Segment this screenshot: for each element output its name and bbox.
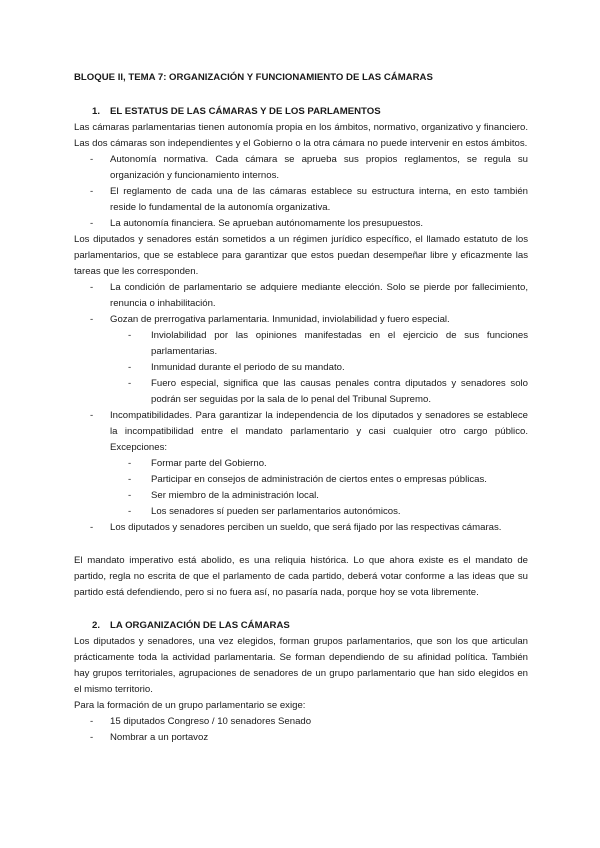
sub-list-item: - Inmunidad durante el periodo de su mandato. — [110, 360, 528, 376]
sub-list-item: - Participar en consejos de administración de ciertos entes o empresas públicas. — [110, 472, 528, 488]
mandate-paragraph: El mandato imperativo está abolido, es una reliquia histórica. Lo que ahora existe es el mandato de partido, regla no escrita de que el parlamento de cada partido, deberá votar conforme a las ideas que su partido está defendiendo, pero si no fuera así, no pasaría nada, porque hoy se vota libremente. — [74, 555, 528, 598]
sub-list-item: - Formar parte del Gobierno. — [110, 456, 528, 472]
section-2-title: LA ORGANIZACIÓN DE LAS CÁMARAS — [110, 620, 290, 631]
sub-list-item: - Fuero especial, significa que las causas penales contra diputados y senadores solo podrán ser seguidas por la sala de lo penal del Tribunal Supremo. — [110, 376, 528, 408]
list-item: - Autonomía normativa. Cada cámara se aprueba sus propios reglamentos, se regula su organización y funcionamiento internos. — [74, 152, 528, 184]
prerogative-text: Gozan de prerrogativa parlamentaria. Inmunidad, inviolabilidad y fuero especial. — [110, 314, 450, 325]
document-body — [74, 70, 528, 746]
requirement-intro: Para la formación de un grupo parlamentario se exige: — [74, 700, 306, 711]
sub-list-item: - Inviolabilidad por las opiniones manifestadas en el ejercicio de sus funciones parlamentarias. — [110, 328, 528, 360]
list-item-prerogative — [74, 312, 528, 408]
statute-list — [74, 280, 528, 536]
list-item: - La autonomía financiera. Se aprueban autónomamente los presupuestos. — [74, 216, 528, 232]
section-2-number: 2. — [92, 620, 101, 631]
autonomy-list — [74, 152, 528, 232]
requirements-list — [74, 714, 528, 746]
section-1-intro: Las cámaras parlamentarias tienen autonomía propia en los ámbitos, normativo, organizativo y financiero. Las dos cámaras son independientes y el Gobierno o la otra cámara no puede intervenir en estos ámbitos. — [74, 122, 528, 149]
list-item: - Nombrar a un portavoz — [74, 730, 528, 746]
section-1-heading — [74, 104, 528, 120]
list-item-incompatibilities — [74, 408, 528, 520]
list-item: - 15 diputados Congreso / 10 senadores Senado — [74, 714, 528, 730]
incompat-sublist — [110, 456, 528, 520]
statute-intro: Los diputados y senadores están sometidos a un régimen jurídico específico, el llamado estatuto de los parlamentarios, que se establece para garantizar que estos puedan desempeñar libre y eficazmente las tareas que les corresponden. — [74, 234, 528, 277]
section-1-title: EL ESTATUS DE LAS CÁMARAS Y DE LOS PARLAMENTOS — [110, 106, 381, 117]
list-item: - La condición de parlamentario se adquiere mediante elección. Solo se pierde por fallecimiento, renuncia o inhabilitación. — [74, 280, 528, 312]
section-2-heading — [74, 618, 528, 634]
list-item: - Los diputados y senadores perciben un sueldo, que será fijado por las respectivas cámaras. — [74, 520, 528, 536]
document-title: BLOQUE II, TEMA 7: ORGANIZACIÓN Y FUNCIONAMIENTO DE LAS CÁMARAS — [74, 72, 433, 83]
section-1-number: 1. — [92, 106, 101, 117]
incompat-text: Incompatibilidades. Para garantizar la independencia de los diputados y senadores se establece la incompatibilidad entre el mandato parlamentario y casi cualquier otro cargo público. Excepciones: — [110, 410, 528, 453]
prerogative-sublist — [110, 328, 528, 408]
list-item: - El reglamento de cada una de las cámaras establece su estructura interna, en esto también reside lo fundamental de la autonomía organizativa. — [74, 184, 528, 216]
sub-list-item: - Los senadores sí pueden ser parlamentarios autonómicos. — [110, 504, 528, 520]
section-2-intro: Los diputados y senadores, una vez elegidos, forman grupos parlamentarios, que son los que articulan prácticamente toda la actividad parlamentaria. Se forman dependiendo de su afinidad política. También hay grupos territoriales, agrupaciones de senadores de un grupo parlamentario que han sido elegidos en el mismo territorio. — [74, 636, 528, 695]
sub-list-item: - Ser miembro de la administración local. — [110, 488, 528, 504]
